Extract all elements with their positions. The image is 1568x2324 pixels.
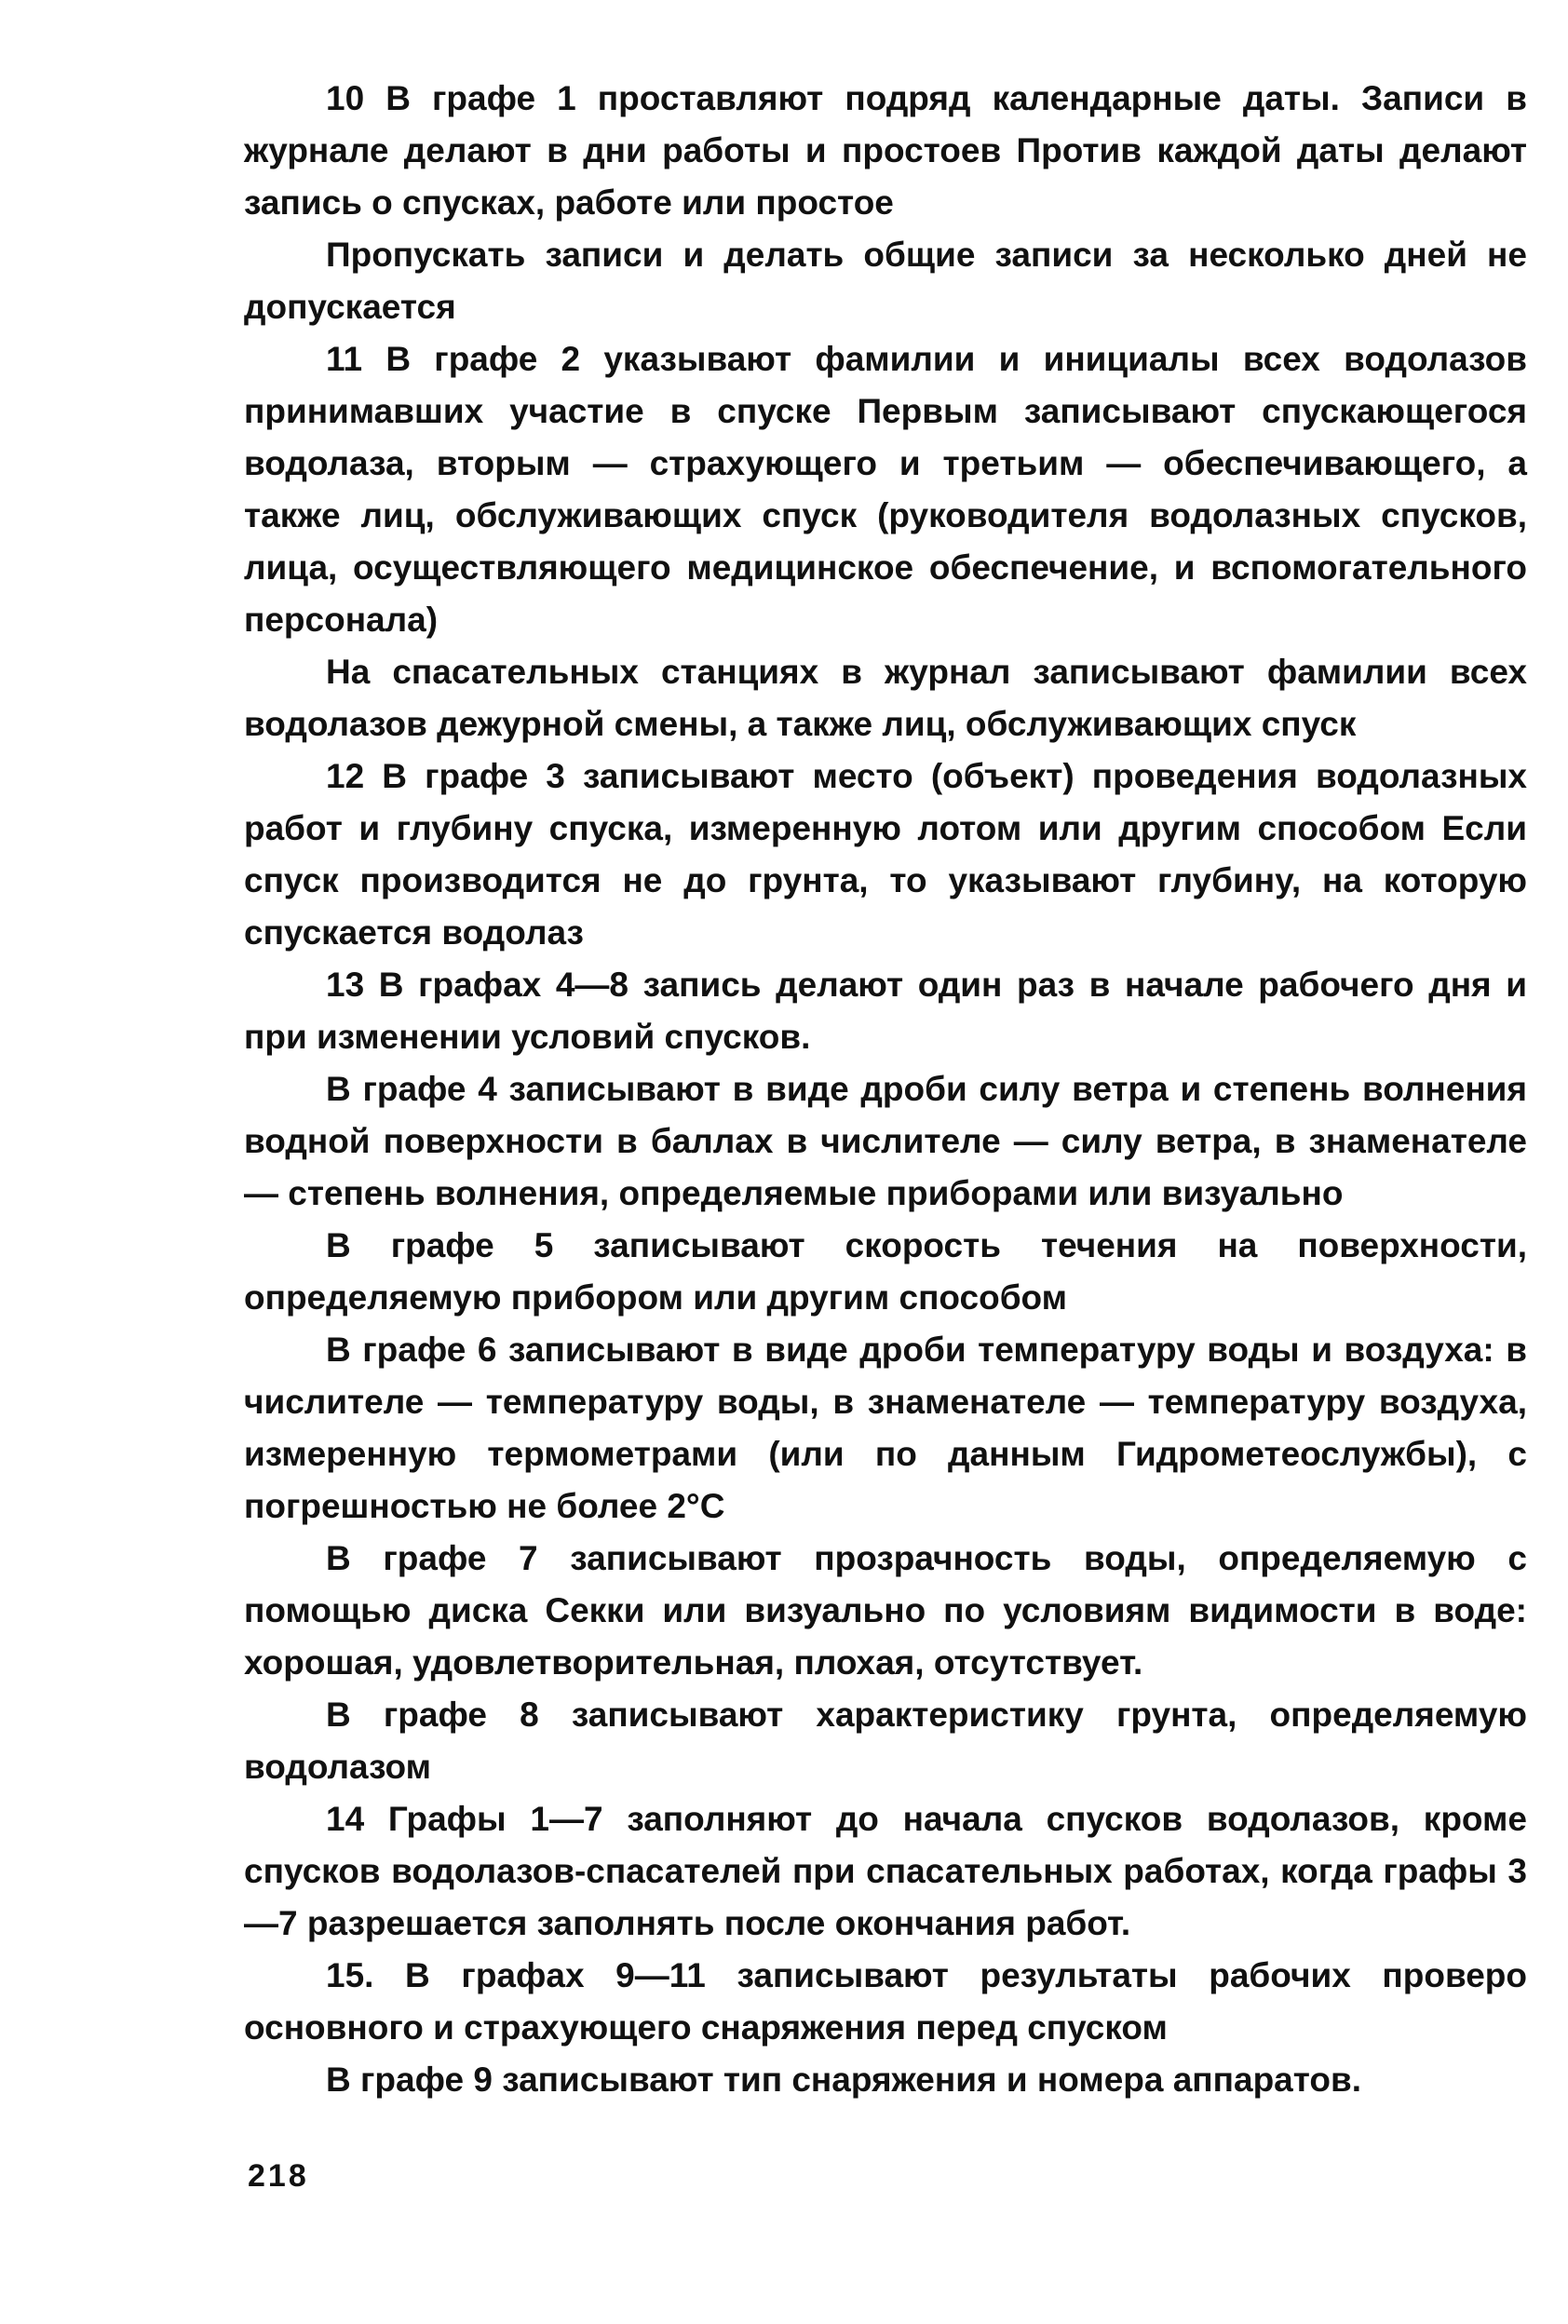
- paragraph-3: 11 В графе 2 указывают фамилии и инициалы всех водолазов принимавших участие в спуске Первым записывают спускающегося водолаза, вторым — страхующего и третьим — обеспечивающего, а также лиц, обслуживающих спуск (руководителя водолазных спусков, лица, осуществляющего медицинское обеспечение, и вспомогательного персонала): [244, 340, 1527, 639]
- paragraph-9: В графе 6 записывают в виде дроби температуру воды и воздуха: в числителе — температуру воды, в знаменателе — температуру воздуха, измеренную термометрами (или по данным Гидрометеослужбы), с погрешностью не более 2°С: [244, 1331, 1527, 1525]
- paragraph-12: 14 Графы 1—7 заполняют до начала спусков водолазов, кроме спусков водолазов-спасателей при спасательных работах, когда графы 3—7 разрешается заполнять после окончания работ.: [244, 1800, 1527, 1942]
- paragraph-8: В графе 5 записывают скорость течения на поверхности, определяемую прибором или другим способом: [244, 1226, 1527, 1317]
- paragraph-10: В графе 7 записывают прозрачность воды, определяемую с помощью диска Секки или визуально по условиям видимости в воде: хорошая, удовлетворительная, плохая, отсутствует.: [244, 1539, 1527, 1682]
- paragraph-13: 15. В графах 9—11 записывают результаты рабочих проверо основного и страхующего снаряжения перед спуском: [244, 1956, 1527, 2047]
- page-number: 218: [248, 2158, 309, 2194]
- paragraph-7: В графе 4 записывают в виде дроби силу ветра и степень волнения водной поверхности в баллах в числителе — силу ветра, в знаменателе — степень волнения, определяемые приборами или визуально: [244, 1070, 1527, 1212]
- paragraph-1: 10 В графе 1 проставляют подряд календарные даты. Записи в журнале делают в дни работы и простоев Против каждой даты делают запись о спусках, работе или простое: [244, 79, 1527, 222]
- paragraph-5: 12 В графе 3 записывают место (объект) проведения водолазных работ и глубину спуска, измеренную лотом или другим способом Если спуск производится не до грунта, то указывают глубину, на которую спускается водолаз: [244, 757, 1527, 952]
- paragraph-14: В графе 9 записывают тип снаряжения и номера аппаратов.: [326, 2061, 1362, 2099]
- paragraph-11: В графе 8 записывают характеристику грунта, определяемую водолазом: [244, 1696, 1527, 1786]
- paragraph-4: На спасательных станциях в журнал записывают фамилии всех водолазов дежурной смены, а также лиц, обслуживающих спуск: [244, 653, 1527, 743]
- page-text: [244, 73, 1527, 2106]
- paragraph-2: Пропускать записи и делать общие записи за несколько дней не допускается: [244, 236, 1527, 326]
- paragraph-6: 13 В графах 4—8 запись делают один раз в начале рабочего дня и при изменении условий спусков.: [244, 966, 1527, 1056]
